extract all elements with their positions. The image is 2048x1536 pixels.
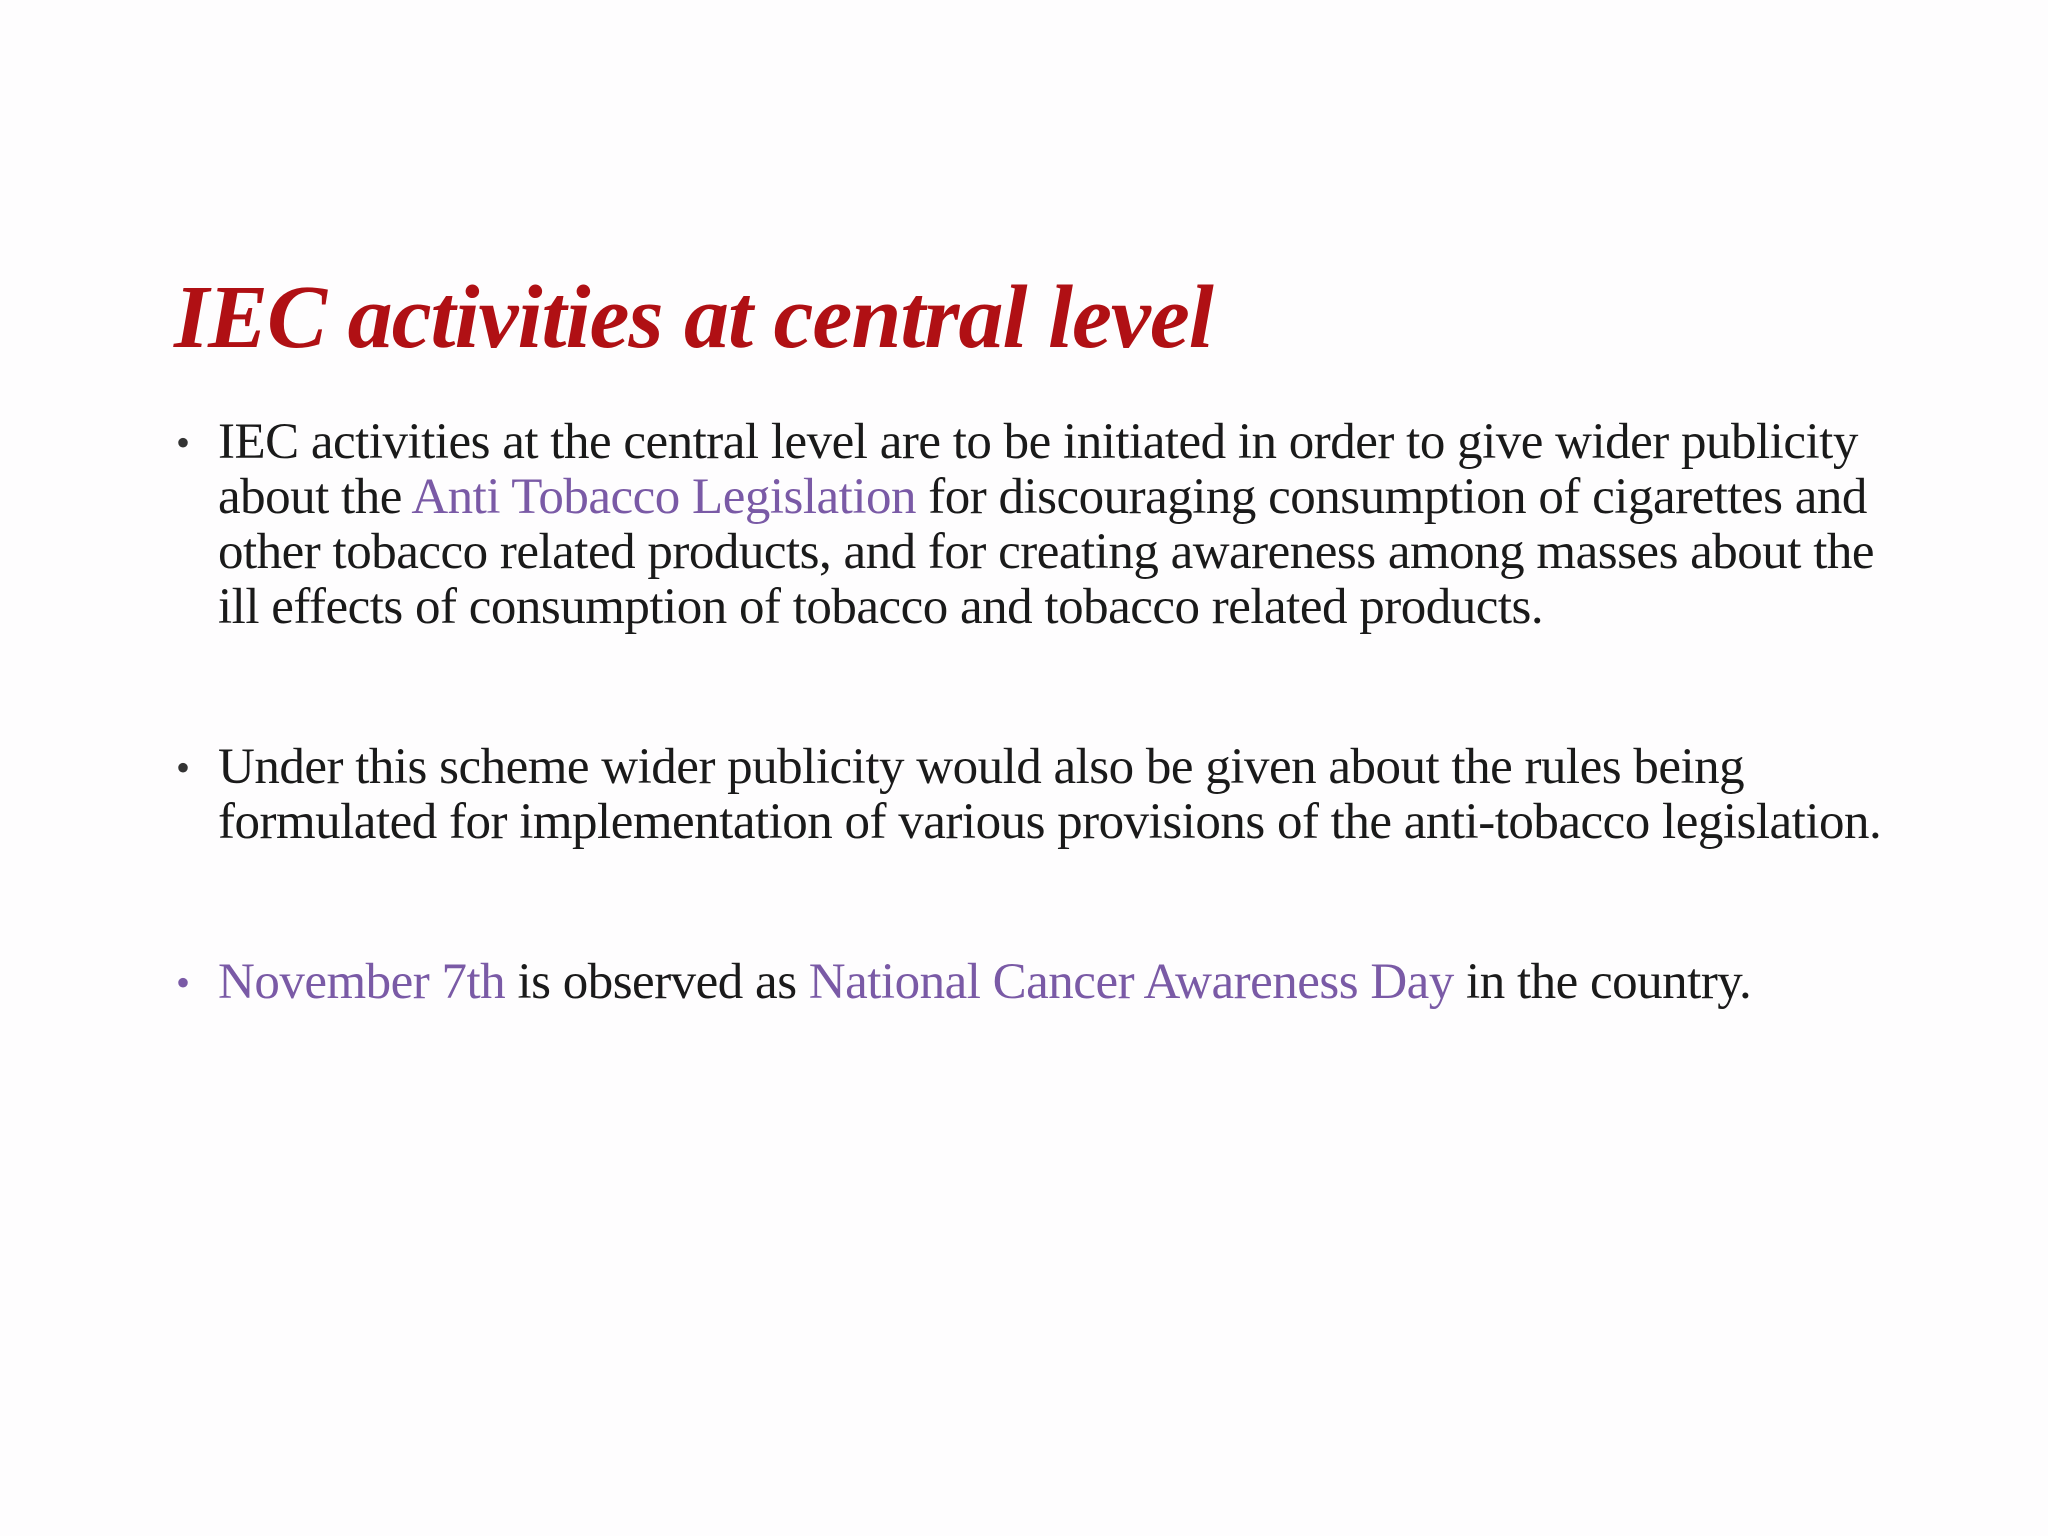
bullet-text: IEC activities at the central level are to be initiated in order to give wider publicity about the — [218, 414, 1858, 525]
slide-title: IEC activities at central level — [174, 268, 1213, 367]
highlight-date: November 7th — [218, 954, 506, 1010]
bullet-text: for discouraging consumption of cigarettes and other tobacco related products, and for creating awareness among masses about the ill effects of consumption of tobacco and tobacco related products. — [218, 469, 1875, 635]
bullet-item — [172, 415, 1892, 635]
highlight-national-cancer-awareness-day: National Cancer Awareness Day — [808, 954, 1454, 1010]
bullet-text: in the country. — [1453, 954, 1752, 1010]
bullet-list — [172, 415, 1892, 1010]
bullet-item — [172, 955, 1892, 1010]
bullet-dot-icon: • — [176, 420, 190, 465]
bullet-dot-icon: • — [176, 960, 190, 1005]
bullet-text: is observed as — [505, 954, 809, 1010]
bullet-dot-icon: • — [176, 745, 190, 790]
bullet-text: Under this scheme wider publicity would also be given about the rules being formulated for implementation of various provisions of the anti-tobacco legislation. — [218, 739, 1882, 850]
bullet-item — [172, 740, 1892, 850]
highlight-anti-tobacco-legislation: Anti Tobacco Legislation — [411, 469, 917, 525]
